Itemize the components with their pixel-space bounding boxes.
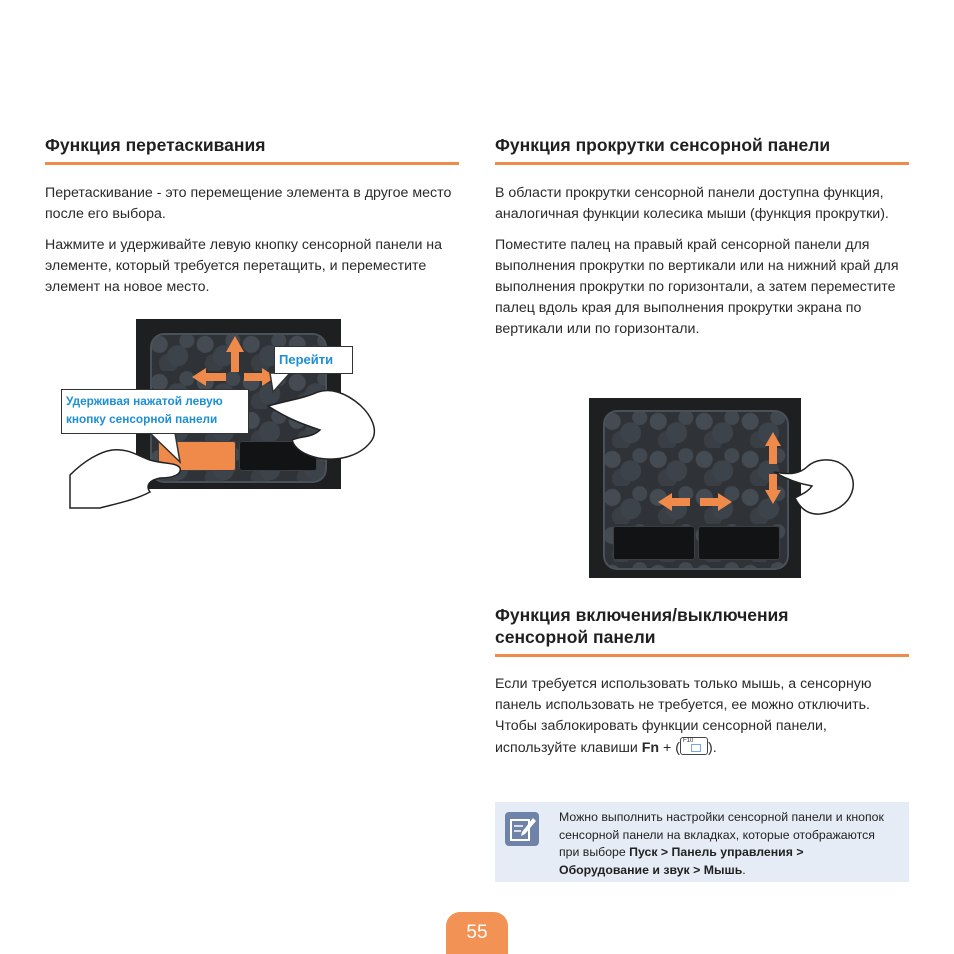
closing-paren: ).	[707, 740, 717, 756]
callout-hold-left-button: Удерживая нажатой левую кнопку сенсорной панели	[61, 389, 249, 434]
drag-paragraph-2: Нажмите и удерживайте левую кнопку сенсорной панели на элементе, который требуется перетащить, и переместите элемент на новое место.	[45, 237, 443, 295]
drag-paragraph-1: Перетаскивание - это перемещение элемента в другое место после его выбора.	[45, 185, 452, 222]
plus-sign: + (	[659, 740, 680, 756]
right-column	[495, 134, 909, 340]
note-text-pre: Можно выполнить настройки сенсорной панели и кнопок сенсорной панели на вкладках, которые отображаются при выборе	[559, 810, 884, 859]
touchpad-left-button-scroll	[613, 526, 695, 560]
toggle-paragraph-2	[495, 716, 885, 759]
callout-go: Перейти	[274, 346, 353, 374]
touchpad-left-button	[158, 441, 236, 471]
drag-section-title: Функция перетаскивания	[45, 134, 459, 165]
scroll-section-title: Функция прокрутки сенсорной панели	[495, 134, 909, 165]
page-number: 55	[446, 912, 508, 954]
toggle-section	[495, 604, 909, 759]
toggle-paragraph-2-text: Чтобы заблокировать функции сенсорной панели, используйте клавиши	[495, 718, 827, 756]
fn-key-label: Fn	[641, 740, 660, 756]
note-text-post: .	[742, 862, 746, 877]
f10-touchpad-key-icon	[680, 737, 708, 755]
scroll-paragraph-2: Поместите палец на правый край сенсорной панели для выполнения прокрутки по вертикали или на нижний край для выполнения прокрутки по горизонтали, а затем переместите палец вдоль края для выполнения прокрутки экрана по вертикали или по горизонтали.	[495, 237, 899, 337]
toggle-paragraph-1: Если требуется использовать только мышь, а сенсорную панель использовать не требуется, ее можно отключить.	[495, 676, 872, 713]
touchpad-right-button-scroll	[698, 526, 780, 560]
scroll-touchpad-image	[589, 398, 801, 578]
touchpad-right-button	[239, 441, 317, 471]
toggle-section-title: Функция включения/выключения сенсорной панели	[495, 605, 789, 647]
note-box	[495, 802, 909, 882]
note-text-path: Пуск > Панель управления > Оборудование и звук > Мышь	[559, 845, 804, 877]
scroll-paragraph-1: В области прокрутки сенсорной панели доступна функция, аналогичная функции колесика мыши (функция прокрутки).	[495, 185, 889, 222]
f10-key-label: F10	[682, 738, 694, 744]
note-pencil-icon	[505, 812, 539, 846]
left-column	[45, 134, 459, 298]
note-text	[559, 809, 894, 879]
